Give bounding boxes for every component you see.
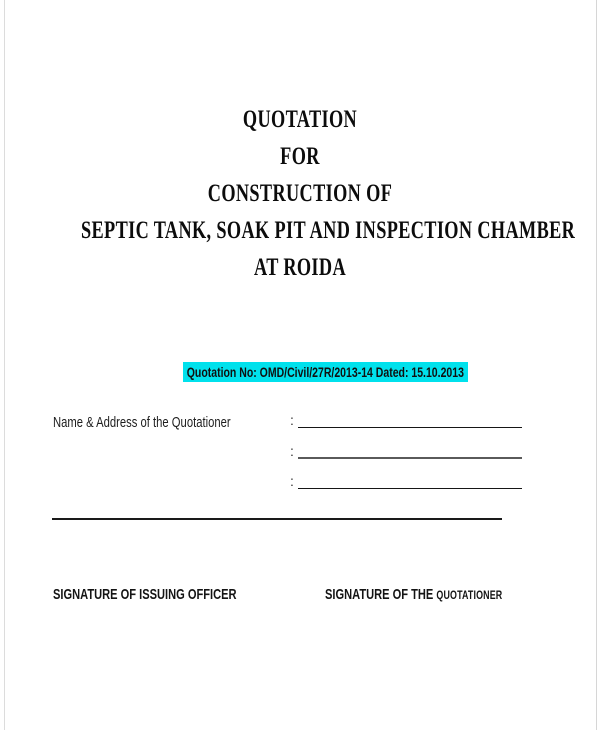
signature-quotationer-prefix: SIGNATURE OF THE [325, 586, 434, 603]
blank-fill-line [298, 471, 522, 489]
signature-issuing-officer: SIGNATURE OF ISSUING OFFICER [53, 586, 237, 603]
title-line-quotation: QUOTATION [242, 106, 358, 133]
separator-line [52, 518, 502, 520]
blank-fill-line [298, 440, 522, 459]
quotationer-blank-row [290, 411, 522, 428]
blank-fill-line [298, 410, 522, 428]
title-line-septic-tank: SEPTIC TANK, SOAK PIT AND INSPECTION CHAMBER [81, 217, 576, 244]
quotationer-blank-row [290, 472, 522, 489]
quotationer-blank-row [290, 442, 522, 459]
document-title [0, 101, 600, 286]
colon-separator: : [290, 443, 294, 459]
quotationer-name-address-label: Name & Address of the Quotationer [53, 414, 231, 431]
title-line-at-roida: AT ROIDA [253, 254, 346, 281]
quotation-reference-text: Quotation No: OMD/Civil/27R/2013-14 Dated: 15.10.2013 [186, 364, 464, 380]
title-line-for: FOR [280, 143, 320, 170]
colon-separator: : [290, 412, 294, 428]
colon-separator: : [290, 473, 294, 489]
signature-quotationer [325, 586, 502, 603]
quotation-reference-highlight [183, 362, 468, 382]
title-line-construction: CONSTRUCTION OF [207, 180, 393, 207]
signature-quotationer-word: QUOTATIONER [436, 588, 503, 602]
